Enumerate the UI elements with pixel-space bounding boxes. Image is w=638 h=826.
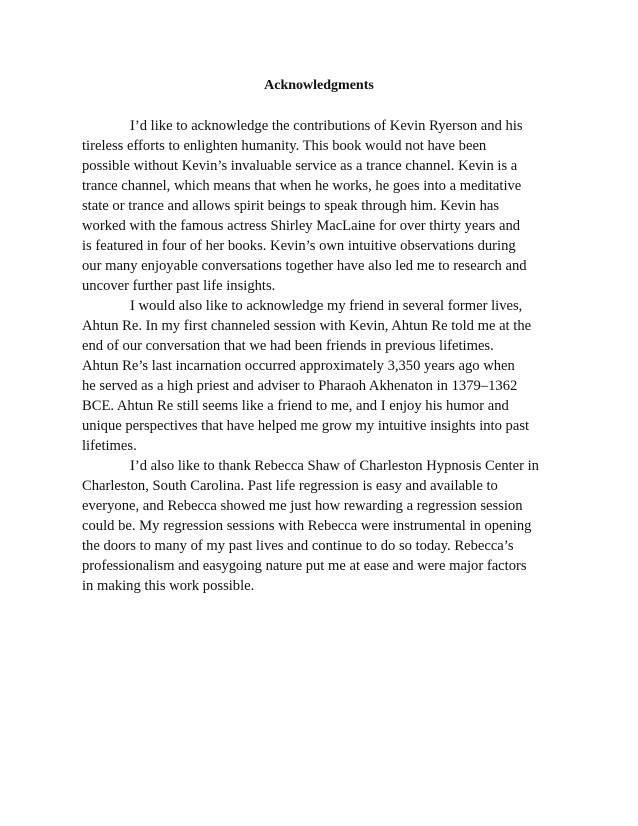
text-line: possible without Kevin’s invaluable service as a trance channel. Kevin is a bbox=[82, 158, 518, 174]
text-line: in making this work possible. bbox=[82, 578, 255, 594]
text-line: BCE. Ahtun Re still seems like a friend to me, and I enjoy his humor and bbox=[82, 398, 509, 414]
text-line: Charleston, South Carolina. Past life regression is easy and available to bbox=[82, 478, 498, 494]
text-line: is featured in four of her books. Kevin’s own intuitive observations during bbox=[82, 238, 516, 254]
text-line: tireless efforts to enlighten humanity. This book would not have been bbox=[82, 138, 487, 154]
text-line: I’d also like to thank Rebecca Shaw of Charleston Hypnosis Center in bbox=[130, 458, 539, 474]
text-line: professionalism and easygoing nature put me at ease and were major factors bbox=[82, 558, 527, 574]
text-line: Ahtun Re. In my first channeled session with Kevin, Ahtun Re told me at the bbox=[82, 318, 532, 334]
text-line: state or trance and allows spirit beings to speak through him. Kevin has bbox=[82, 198, 500, 214]
text-line: I’d like to acknowledge the contributions of Kevin Ryerson and his bbox=[130, 118, 523, 134]
text-line: I would also like to acknowledge my friend in several former lives, bbox=[130, 298, 523, 314]
text-line: trance channel, which means that when he works, he goes into a meditative bbox=[82, 178, 522, 194]
text-line: the doors to many of my past lives and continue to do so today. Rebecca’s bbox=[82, 538, 514, 554]
text-line: everyone, and Rebecca showed me just how rewarding a regression session bbox=[82, 498, 523, 514]
page-title: Acknowledgments bbox=[264, 78, 374, 93]
text-line: lifetimes. bbox=[82, 438, 137, 454]
text-line: could be. My regression sessions with Rebecca were instrumental in opening bbox=[82, 518, 532, 534]
text-line: worked with the famous actress Shirley MacLaine for over thirty years and bbox=[82, 218, 521, 234]
text-line: Ahtun Re’s last incarnation occurred approximately 3,350 years ago when bbox=[82, 358, 515, 374]
text-line: our many enjoyable conversations together have also led me to research and bbox=[82, 258, 527, 274]
text-line: he served as a high priest and adviser to Pharaoh Akhenaton in 1379–1362 bbox=[82, 378, 518, 394]
text-line: unique perspectives that have helped me grow my intuitive insights into past bbox=[82, 418, 530, 434]
text-line: uncover further past life insights. bbox=[82, 278, 276, 294]
text-line: end of our conversation that we had been friends in previous lifetimes. bbox=[82, 338, 494, 354]
